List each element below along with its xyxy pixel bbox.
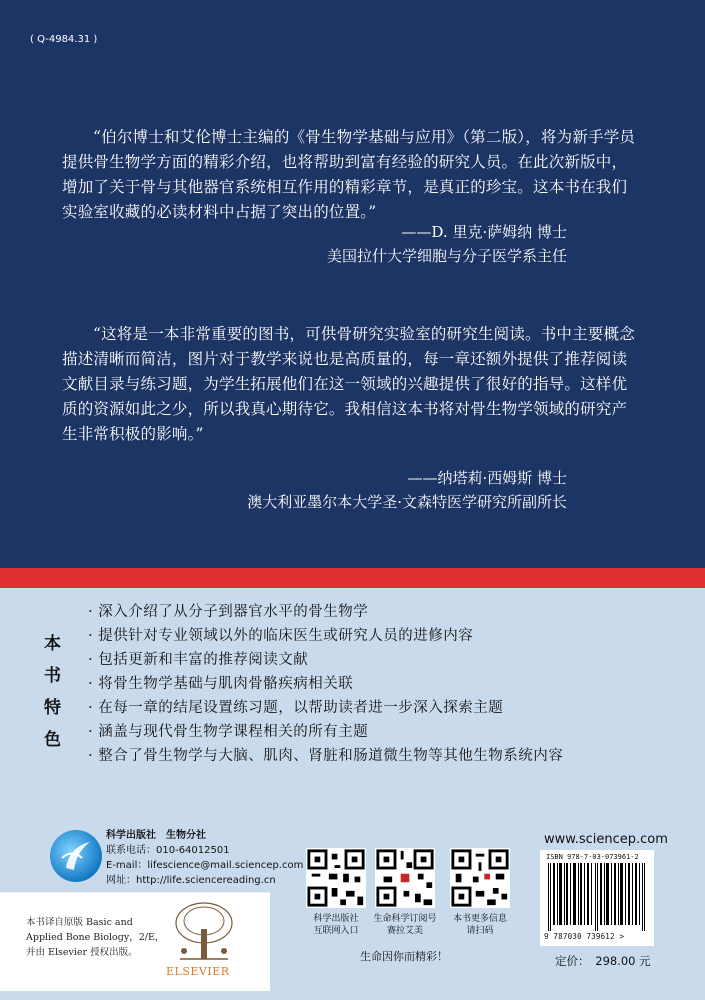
publisher-email: E-mail：lifescience@mail.sciencep.com <box>106 860 304 871</box>
review-attribution-1 <box>327 220 567 268</box>
feature-item: · 涵盖与现代骨生物学课程相关的所有主题 <box>88 724 369 740</box>
price: 定价： 298.00 元 <box>555 954 651 968</box>
reviewer-name-1: ——D. 里克·萨姆纳 博士 <box>401 223 567 241</box>
qr-code-icon <box>306 848 366 908</box>
qr-code-icon <box>450 848 510 908</box>
feature-item: · 在每一章的结尾设置练习题，以帮助读者进一步深入探索主题 <box>88 700 504 716</box>
isbn-number: 9 787030 739612 > <box>544 932 625 941</box>
isbn-barcode <box>540 850 654 946</box>
website-url: www.sciencep.com <box>544 832 668 847</box>
review-quote-2: “这将是一本非常重要的图书，可供骨研究实验室的研究生阅读。书中主要概念描述清晰而简洁，图片对于教学来说也是高质量的，每一章还额外提供了推荐阅读文献目录与练习题，为学生拓展他们在这一领域的兴趣提供了很好的指导。这样优质的资源如此之少，所以我真心期待它。我相信这本书将对骨生物学领域的研究产生非常积极的影响。” <box>62 325 635 443</box>
elsevier-panel <box>0 892 270 991</box>
features-side-title: 本书特色 <box>44 634 61 750</box>
elsevier-license-note: 本书译自原版 Basic and Applied Bone Biology，2/E，并由 Elsevier 授权出版。 <box>26 917 165 958</box>
elsevier-wordmark: ELSEVIER <box>166 965 230 978</box>
qr-label: 本书更多信息 请扫码 <box>452 914 507 936</box>
qr-code-icon <box>375 848 435 908</box>
qr-label: 生命科学订阅号 赛拉艾美 <box>373 914 437 936</box>
feature-item: · 深入介绍了从分子到器官水平的骨生物学 <box>88 604 369 620</box>
reviewer-name-2: ——纳塔莉·西姆斯 博士 <box>407 469 567 487</box>
isbn-label: ISBN 978-7-03-073961-2 <box>546 853 639 861</box>
reviewer-title-2: 澳大利亚墨尔本大学圣·文森特医学研究所副所长 <box>247 493 567 511</box>
slogan: 生命因你而精彩！ <box>360 950 448 963</box>
feature-item: · 包括更新和丰富的推荐阅读文献 <box>88 652 309 668</box>
reviewer-title-1: 美国拉什大学细胞与分子医学系主任 <box>326 247 567 265</box>
feature-item: · 将骨生物学基础与肌肉骨骼疾病相关联 <box>88 676 354 692</box>
publisher-info <box>106 828 303 888</box>
barcode-icon <box>546 863 648 931</box>
feature-item: · 提供针对专业领域以外的临床医生或研究人员的进修内容 <box>88 628 474 644</box>
feature-item: · 整合了骨生物学与大脑、肌肉、肾脏和肠道微生物等其他生物系统内容 <box>88 748 564 764</box>
qr-label: 科学出版社 互联网入口 <box>313 914 359 936</box>
elsevier-tree-logo-icon <box>170 899 238 965</box>
review-attribution-2 <box>247 466 567 514</box>
publisher-name: 科学出版社 生物分社 <box>106 830 206 841</box>
science-press-logo-icon <box>48 828 104 884</box>
publisher-web: 网址：http://life.sciencereading.cn <box>106 875 276 886</box>
book-code: ( Q-4984.31 ) <box>30 34 98 45</box>
publisher-phone: 联系电话：010-64012501 <box>106 845 230 856</box>
red-divider-band <box>0 568 705 588</box>
features-list <box>88 600 563 768</box>
review-quote-1: “伯尔博士和艾伦博士主编的《骨生物学基础与应用》（第二版），将为新手学员提供骨生物学方面的精彩介绍，也将帮助到富有经验的研究人员。在此次新版中，增加了关于骨与其他器官系统相互作用的精彩章节，是真正的珍宝。这本书在我们实验室收藏的必读材料中占据了突出的位置。” <box>62 128 636 221</box>
